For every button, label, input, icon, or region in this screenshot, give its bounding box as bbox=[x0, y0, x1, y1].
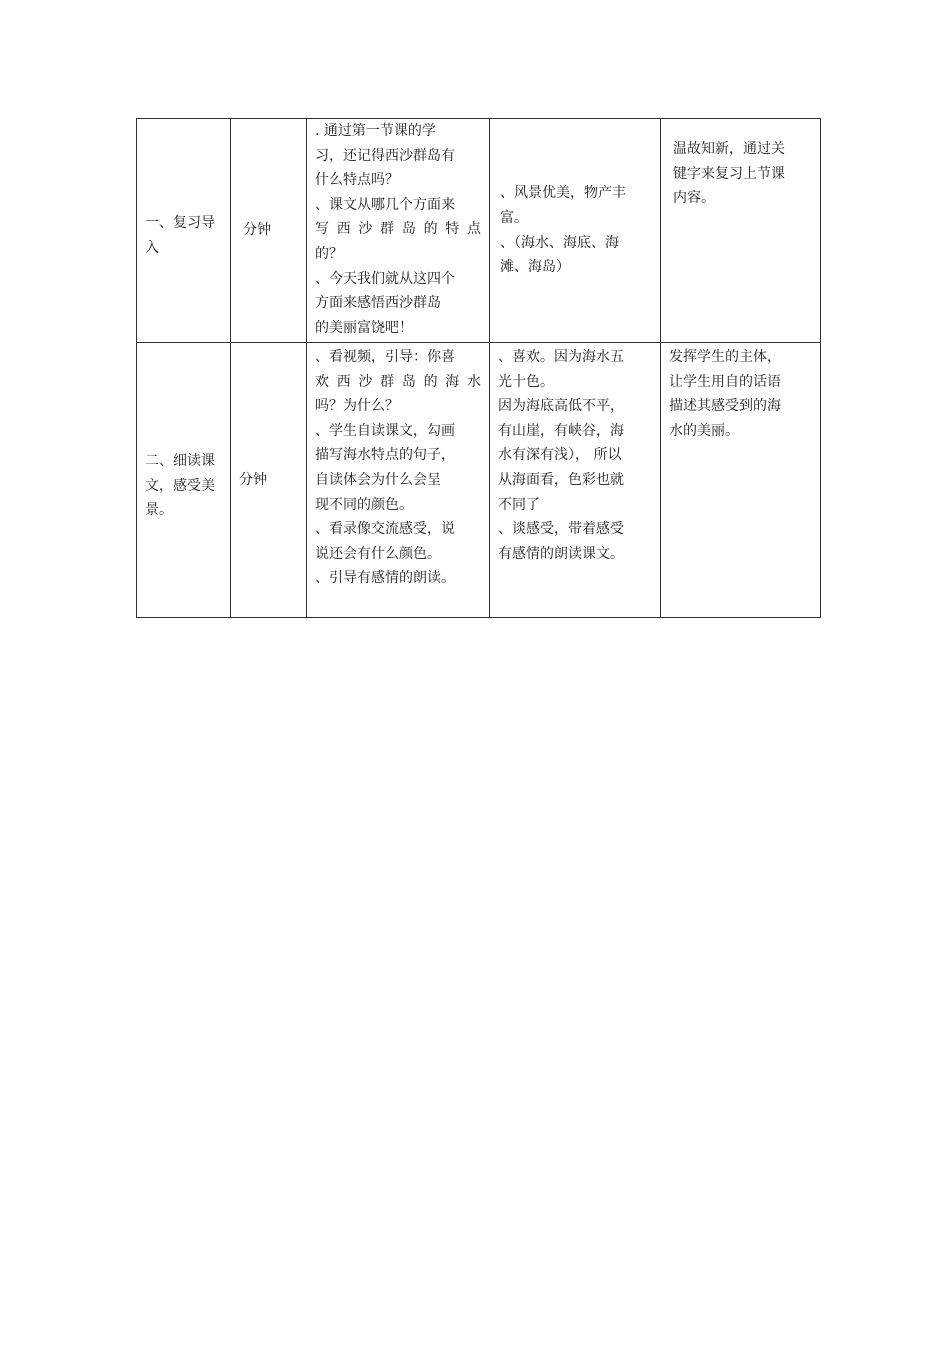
student-line: 因为海底高低不平， bbox=[498, 398, 624, 415]
teacher-line: 、今天我们就从这四个 bbox=[315, 270, 455, 287]
design-intent-cell bbox=[661, 343, 821, 618]
teacher-line: 写 西 沙 群 岛 的 特 点 bbox=[315, 221, 481, 238]
time-text: 分钟 bbox=[243, 222, 271, 239]
teacher-line: 的美丽富饶吧！ bbox=[315, 319, 413, 336]
student-line: 水有深有浅）， 所以 bbox=[498, 447, 622, 464]
student-line: 富。 bbox=[500, 209, 528, 226]
teacher-line: 习，还记得西沙群岛有 bbox=[315, 147, 455, 164]
student-line: 、风景优美，物产丰 bbox=[500, 185, 626, 202]
design-line: 内容。 bbox=[673, 190, 715, 207]
time-cell bbox=[231, 343, 307, 618]
student-line: 光十色。 bbox=[498, 373, 554, 390]
teacher-line: . 通过第一节课的学 bbox=[315, 123, 436, 139]
teacher-line: 的？ bbox=[315, 245, 343, 262]
teacher-line: 自读体会为什么会呈 bbox=[315, 471, 441, 488]
student-line: 、谈感受，带着感受 bbox=[498, 521, 624, 538]
teacher-line: 、看录像交流感受，说 bbox=[315, 521, 455, 538]
teacher-activity-cell bbox=[307, 343, 490, 618]
teacher-activity-cell bbox=[307, 119, 490, 343]
student-activity-cell bbox=[490, 119, 661, 343]
design-line: 水的美丽。 bbox=[669, 422, 739, 439]
student-line: 从海面看，色彩也就 bbox=[498, 471, 624, 488]
teacher-line: 、课文从哪几个方面来 bbox=[315, 196, 455, 213]
design-line: 发挥学生的主体， bbox=[669, 349, 781, 365]
teacher-line: 吗？为什么？ bbox=[315, 398, 399, 415]
design-line: 让学生用自的话语 bbox=[669, 373, 781, 390]
table-row bbox=[137, 343, 821, 618]
step-line: 二、细读课 bbox=[145, 453, 215, 470]
step-line: 入 bbox=[145, 239, 159, 256]
student-activity-cell bbox=[490, 343, 661, 618]
student-line: 不同了 bbox=[498, 496, 540, 513]
teacher-line: 描写海水特点的句子， bbox=[315, 447, 455, 464]
step-cell bbox=[137, 343, 231, 618]
table-row bbox=[137, 119, 821, 343]
student-line: 有山崖，有峡谷，海 bbox=[498, 422, 624, 439]
student-line: 、（海水、海底、海 bbox=[500, 234, 619, 251]
student-line: 、喜欢。因为海水五 bbox=[498, 349, 624, 365]
lesson-plan-table bbox=[136, 118, 821, 618]
student-line: 滩、海岛） bbox=[500, 259, 570, 276]
teacher-line: 说还会有什么颜色。 bbox=[315, 545, 441, 562]
time-text: 分钟 bbox=[239, 471, 267, 488]
teacher-line: 欢 西 沙 群 岛 的 海 水 bbox=[315, 373, 481, 390]
design-line: 温故知新，通过关 bbox=[673, 141, 785, 157]
step-cell bbox=[137, 119, 231, 343]
design-intent-cell bbox=[661, 119, 821, 343]
student-line: 有感情的朗读课文。 bbox=[498, 545, 624, 562]
design-line: 描述其感受到的海 bbox=[669, 398, 781, 415]
design-line: 键字来复习上节课 bbox=[673, 165, 785, 182]
step-line: 景。 bbox=[145, 502, 173, 519]
teacher-line: 、看视频，引导：你喜 bbox=[315, 349, 455, 365]
teacher-line: 什么特点吗？ bbox=[315, 172, 399, 189]
teacher-line: 、学生自读课文，勾画 bbox=[315, 422, 455, 439]
teacher-line: 方面来感悟西沙群岛 bbox=[315, 295, 441, 312]
time-cell bbox=[231, 119, 307, 343]
teacher-line: 现不同的颜色。 bbox=[315, 496, 413, 513]
step-line: 文，感受美 bbox=[145, 477, 215, 494]
teacher-line: 、引导有感情的朗读。 bbox=[315, 570, 455, 587]
step-line: 一、复习导 bbox=[145, 214, 215, 231]
